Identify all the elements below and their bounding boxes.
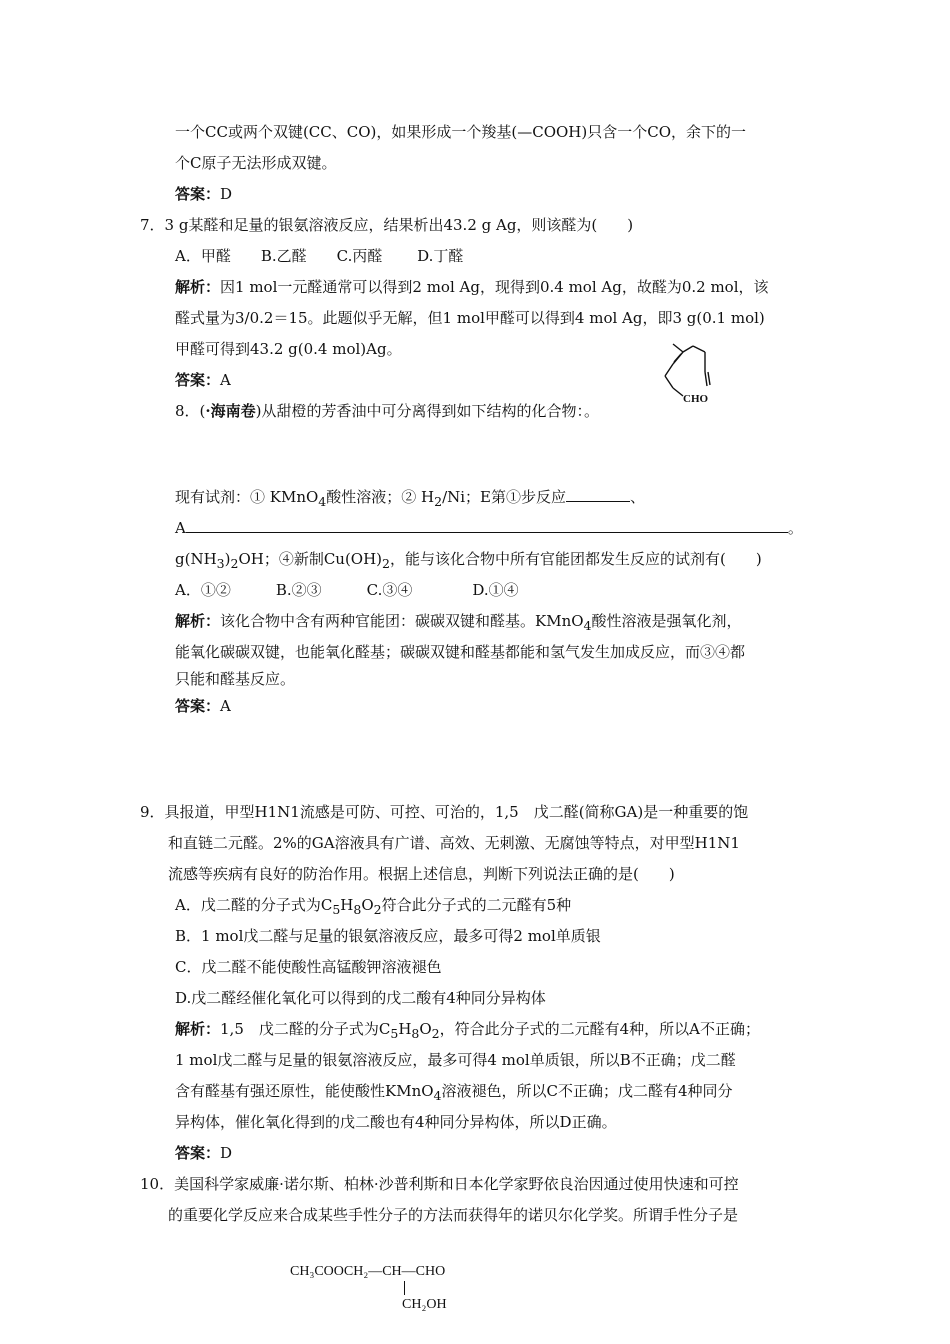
answer-value: A — [220, 371, 231, 389]
answer-label: 答案： — [175, 185, 221, 203]
analysis-text: ，符合此分子式的二元醛有4种，所以A不正确； — [439, 1020, 761, 1038]
subscript: 8 — [353, 902, 362, 917]
analysis-label: 解析： — [175, 278, 221, 296]
q10-formula-branch: CH₂OH — [402, 1297, 447, 1312]
reagent-text: /Ni；E第①步反应 — [442, 488, 566, 506]
q9-stem-1: 9．具报道，甲型H1N1流感是可防、可控、可治的，1,5 戊二醛(简称GA)是一种重要的饱 — [140, 803, 749, 821]
reagent-text: A — [175, 519, 186, 537]
subscript: 2 — [230, 556, 239, 571]
q7-analysis-3: 甲醛可得到43.2 g(0.4 mol)Ag。 — [175, 340, 402, 358]
analysis-text: 酸性溶液是强氧化剂， — [591, 612, 742, 630]
formula-bond-line — [404, 1281, 405, 1295]
reagent-text: 酸性溶液；② H — [326, 488, 435, 506]
reagent-text: OH；④新制Cu(OH) — [238, 550, 383, 568]
reagent-text: 。 — [787, 519, 803, 537]
answer-value: D — [220, 185, 233, 203]
q6-line1: 一个CC或两个双键(CC、CO)，如果形成一个羧基(—COOH)只含一个CO，余下的一 — [175, 123, 747, 141]
q9-option-b: B．1 mol戊二醛与足量的银氨溶液反应，最多可得2 mol单质银 — [175, 927, 601, 945]
option-text: A．戊二醛的分子式为C — [175, 896, 333, 914]
blank-line — [566, 487, 630, 502]
analysis-text: 溶液褪色，所以C不正确；戊二醛有4种同分 — [441, 1082, 733, 1100]
q9-option-a — [175, 895, 571, 920]
q8-stem-suffix: )从甜橙的芳香油中可分离得到如下结构的化合物：。 — [255, 402, 599, 420]
answer-label: 答案： — [175, 371, 221, 389]
reagent-text: 现有试剂：① KMnO — [175, 488, 319, 506]
q9-option-d: D.戊二醛经催化氧化可以得到的戊二酸有4种同分异构体 — [175, 989, 546, 1007]
q8-reagents-1 — [175, 487, 645, 512]
reagent-text: ，能与该化合物中所有官能团都发生反应的试剂有( ) — [390, 550, 762, 568]
q8-stem-prefix: 8．( — [175, 402, 206, 420]
q8-analysis-1 — [175, 611, 742, 636]
q9-option-c: C．戊二醛不能使酸性高锰酸钾溶液褪色 — [175, 958, 442, 976]
q10-stem-2: 的重要化学反应来合成某些手性分子的方法而获得年的诺贝尔化学奖。所谓手性分子是 — [168, 1206, 739, 1224]
q6-line2: 个C原子无法形成双键。 — [175, 154, 337, 172]
q9-answer — [175, 1143, 232, 1163]
q10-stem-1: 10．美国科学家威廉·诺尔斯、柏林·沙普利斯和日本化学家野依良治因通过使用快速和可控 — [140, 1175, 739, 1193]
q9-stem-2: 和直链二元醛。2%的GA溶液具有广谱、高效、无刺激、无腐蚀等特点，对甲型H1N1 — [168, 834, 740, 852]
q7-answer — [175, 370, 231, 390]
analysis-text: H — [398, 1020, 412, 1038]
q8-analysis-2: 能氧化碳碳双键，也能氧化醛基；碳碳双键和醛基都能和氢气发生加成反应，而③④都 — [175, 643, 746, 661]
option-text: H — [340, 896, 354, 914]
subscript: 3 — [216, 556, 225, 571]
reagent-text: 、 — [630, 488, 646, 506]
reagent-text: ) — [224, 550, 231, 568]
q8-reagents-2 — [175, 518, 803, 538]
analysis-text: 该化合物中含有两种官能团：碳碳双键和醛基。KMnO — [220, 612, 584, 630]
q8-options: A．①② B.②③ C.③④ D.①④ — [175, 581, 519, 599]
subscript: 4 — [318, 494, 327, 509]
option-text: O — [361, 896, 374, 914]
q9-analysis-3 — [175, 1081, 733, 1106]
q9-stem-3: 流感等疾病有良好的防治作用。根据上述信息，判断下列说法正确的是( ) — [168, 865, 675, 883]
q8-reagents-3 — [175, 549, 762, 574]
q7-options: A．甲醛 B.乙醛 C.丙醛 D.丁醛 — [175, 247, 464, 265]
q8-answer — [175, 696, 231, 716]
analysis-text: 1,5 戊二醛的分子式为C — [220, 1020, 391, 1038]
subscript: 2 — [382, 556, 390, 571]
subscript: 4 — [433, 1088, 442, 1103]
cho-label: CHO — [683, 393, 709, 405]
q9-analysis-2: 1 mol戊二醛与足量的银氨溶液反应，最多可得4 mol单质银，所以B不正确；戊二醛 — [175, 1051, 736, 1069]
subscript: 2 — [373, 902, 382, 917]
analysis-text: 因1 mol一元醛通常可以得到2 mol Ag，现得到0.4 mol Ag，故醛为0.2 mol，该 — [220, 278, 769, 296]
analysis-label: 解析： — [175, 1020, 221, 1038]
answer-value: D — [220, 1144, 233, 1162]
answer-value: A — [220, 697, 231, 715]
option-text: 符合此分子式的二元醛有5种 — [381, 896, 572, 914]
subscript: 5 — [390, 1026, 399, 1041]
blank-line — [186, 518, 788, 533]
q8-stem — [175, 401, 599, 421]
q7-stem: 7．3 g某醛和足量的银氨溶液反应，结果析出43.2 g Ag，则该醛为( ) — [140, 216, 634, 234]
subscript: 5 — [332, 902, 341, 917]
subscript: 2 — [434, 494, 443, 509]
q7-analysis-2: 醛式量为3/0.2＝15。此题似乎无解，但1 mol甲醛可以得到4 mol Ag，即3 g(0.1 mol) — [175, 309, 765, 327]
q9-analysis-4: 异构体，催化氧化得到的戊二酸也有4种同分异构体，所以D正确。 — [175, 1113, 617, 1131]
analysis-text: 含有醛基有强还原性，能使酸性KMnO — [175, 1082, 434, 1100]
q10-formula-main: CH₃COOCH₂—CH—CHO — [290, 1264, 446, 1279]
q7-analysis-1 — [175, 277, 769, 297]
subscript: 8 — [411, 1026, 420, 1041]
analysis-text: O — [419, 1020, 432, 1038]
q8-source: ·海南卷 — [205, 402, 256, 420]
answer-label: 答案： — [175, 1144, 221, 1162]
q8-structure-diagram — [655, 338, 725, 408]
q8-analysis-3: 只能和醛基反应。 — [175, 670, 296, 688]
reagent-text: g(NH — [175, 550, 217, 568]
subscript: 4 — [583, 618, 592, 633]
analysis-label: 解析： — [175, 612, 221, 630]
q9-analysis-1 — [175, 1019, 760, 1044]
q6-answer — [175, 184, 232, 204]
answer-label: 答案： — [175, 697, 221, 715]
subscript: 2 — [431, 1026, 440, 1041]
